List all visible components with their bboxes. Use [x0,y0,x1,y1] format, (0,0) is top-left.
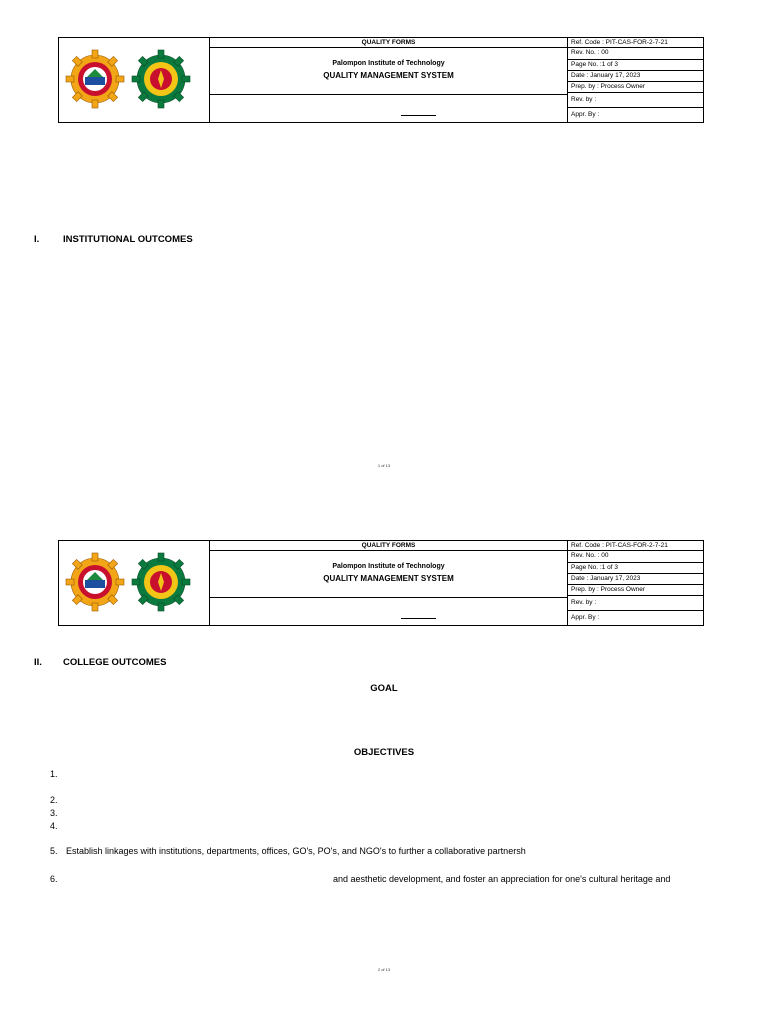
form-header [58,37,704,123]
goal-heading: GOAL [370,683,398,694]
objective-item [50,769,58,779]
page-number: 1 of 13 [377,463,391,468]
pit-gear-logo [65,552,125,612]
page-no: Page No. :1 of 3 [568,60,703,71]
date: Date : January 17, 2023 [568,574,703,585]
quality-forms-label: QUALITY FORMS [361,39,416,46]
section-title: COLLEGE OUTCOMES [63,657,167,668]
section-number: I. [34,234,40,245]
header-info-cell [568,38,703,122]
system-name: QUALITY MANAGEMENT SYSTEM [323,574,454,583]
date: Date : January 17, 2023 [568,71,703,82]
objective-6-fragment: and aesthetic development, and foster an appreciation for one's cultural heritage and [333,874,671,884]
objective-item [50,874,58,884]
objective-number: 1. [50,769,58,779]
section-number: II. [34,657,42,668]
objective-item [50,821,58,831]
objective-number: 2. [50,795,58,805]
quality-forms-label: QUALITY FORMS [361,542,416,549]
appr-by: Appr. By : [571,111,600,118]
institution-name: Palompon Institute of Technology [332,563,445,570]
logo-cell [59,38,210,122]
appr-by: Appr. By : [571,614,600,621]
pit-gear-logo [65,49,125,109]
objectives-heading: OBJECTIVES [353,747,415,758]
page-number: 2 of 13 [377,967,391,972]
objective-number: 4. [50,821,58,831]
rev-no: Rev. No. : 00 [568,48,703,60]
underline-blank [401,618,436,619]
objective-text: Establish linkages with institutions, departments, offices, GO's, PO's, and NGO's to further a collaborative partnersh [66,846,526,856]
objective-item [50,846,526,856]
institution-name: Palompon Institute of Technology [332,60,445,67]
college-seal-logo [131,552,191,612]
rev-by: Rev. by : [568,93,703,108]
ref-code: Ref. Code : PIT-CAS-FOR-2-7-21 [568,38,703,48]
form-header [58,540,704,626]
rev-no: Rev. No. : 00 [568,551,703,563]
prep-by: Prep. by : Process Owner [568,82,703,93]
objective-item [50,808,58,818]
system-name: QUALITY MANAGEMENT SYSTEM [323,71,454,80]
page-no: Page No. :1 of 3 [568,563,703,574]
objective-number: 3. [50,808,58,818]
underline-blank [401,115,436,116]
objective-number: 5. [50,846,58,856]
prep-by: Prep. by : Process Owner [568,585,703,596]
section-title: INSTITUTIONAL OUTCOMES [63,234,193,245]
ref-code: Ref. Code : PIT-CAS-FOR-2-7-21 [568,541,703,551]
rev-by: Rev. by : [568,596,703,611]
header-title-cell [210,38,568,122]
header-title-cell [210,541,568,625]
logo-cell [59,541,210,625]
objective-number: 6. [50,874,58,884]
objective-item [50,795,58,805]
college-seal-logo [131,49,191,109]
header-info-cell [568,541,703,625]
